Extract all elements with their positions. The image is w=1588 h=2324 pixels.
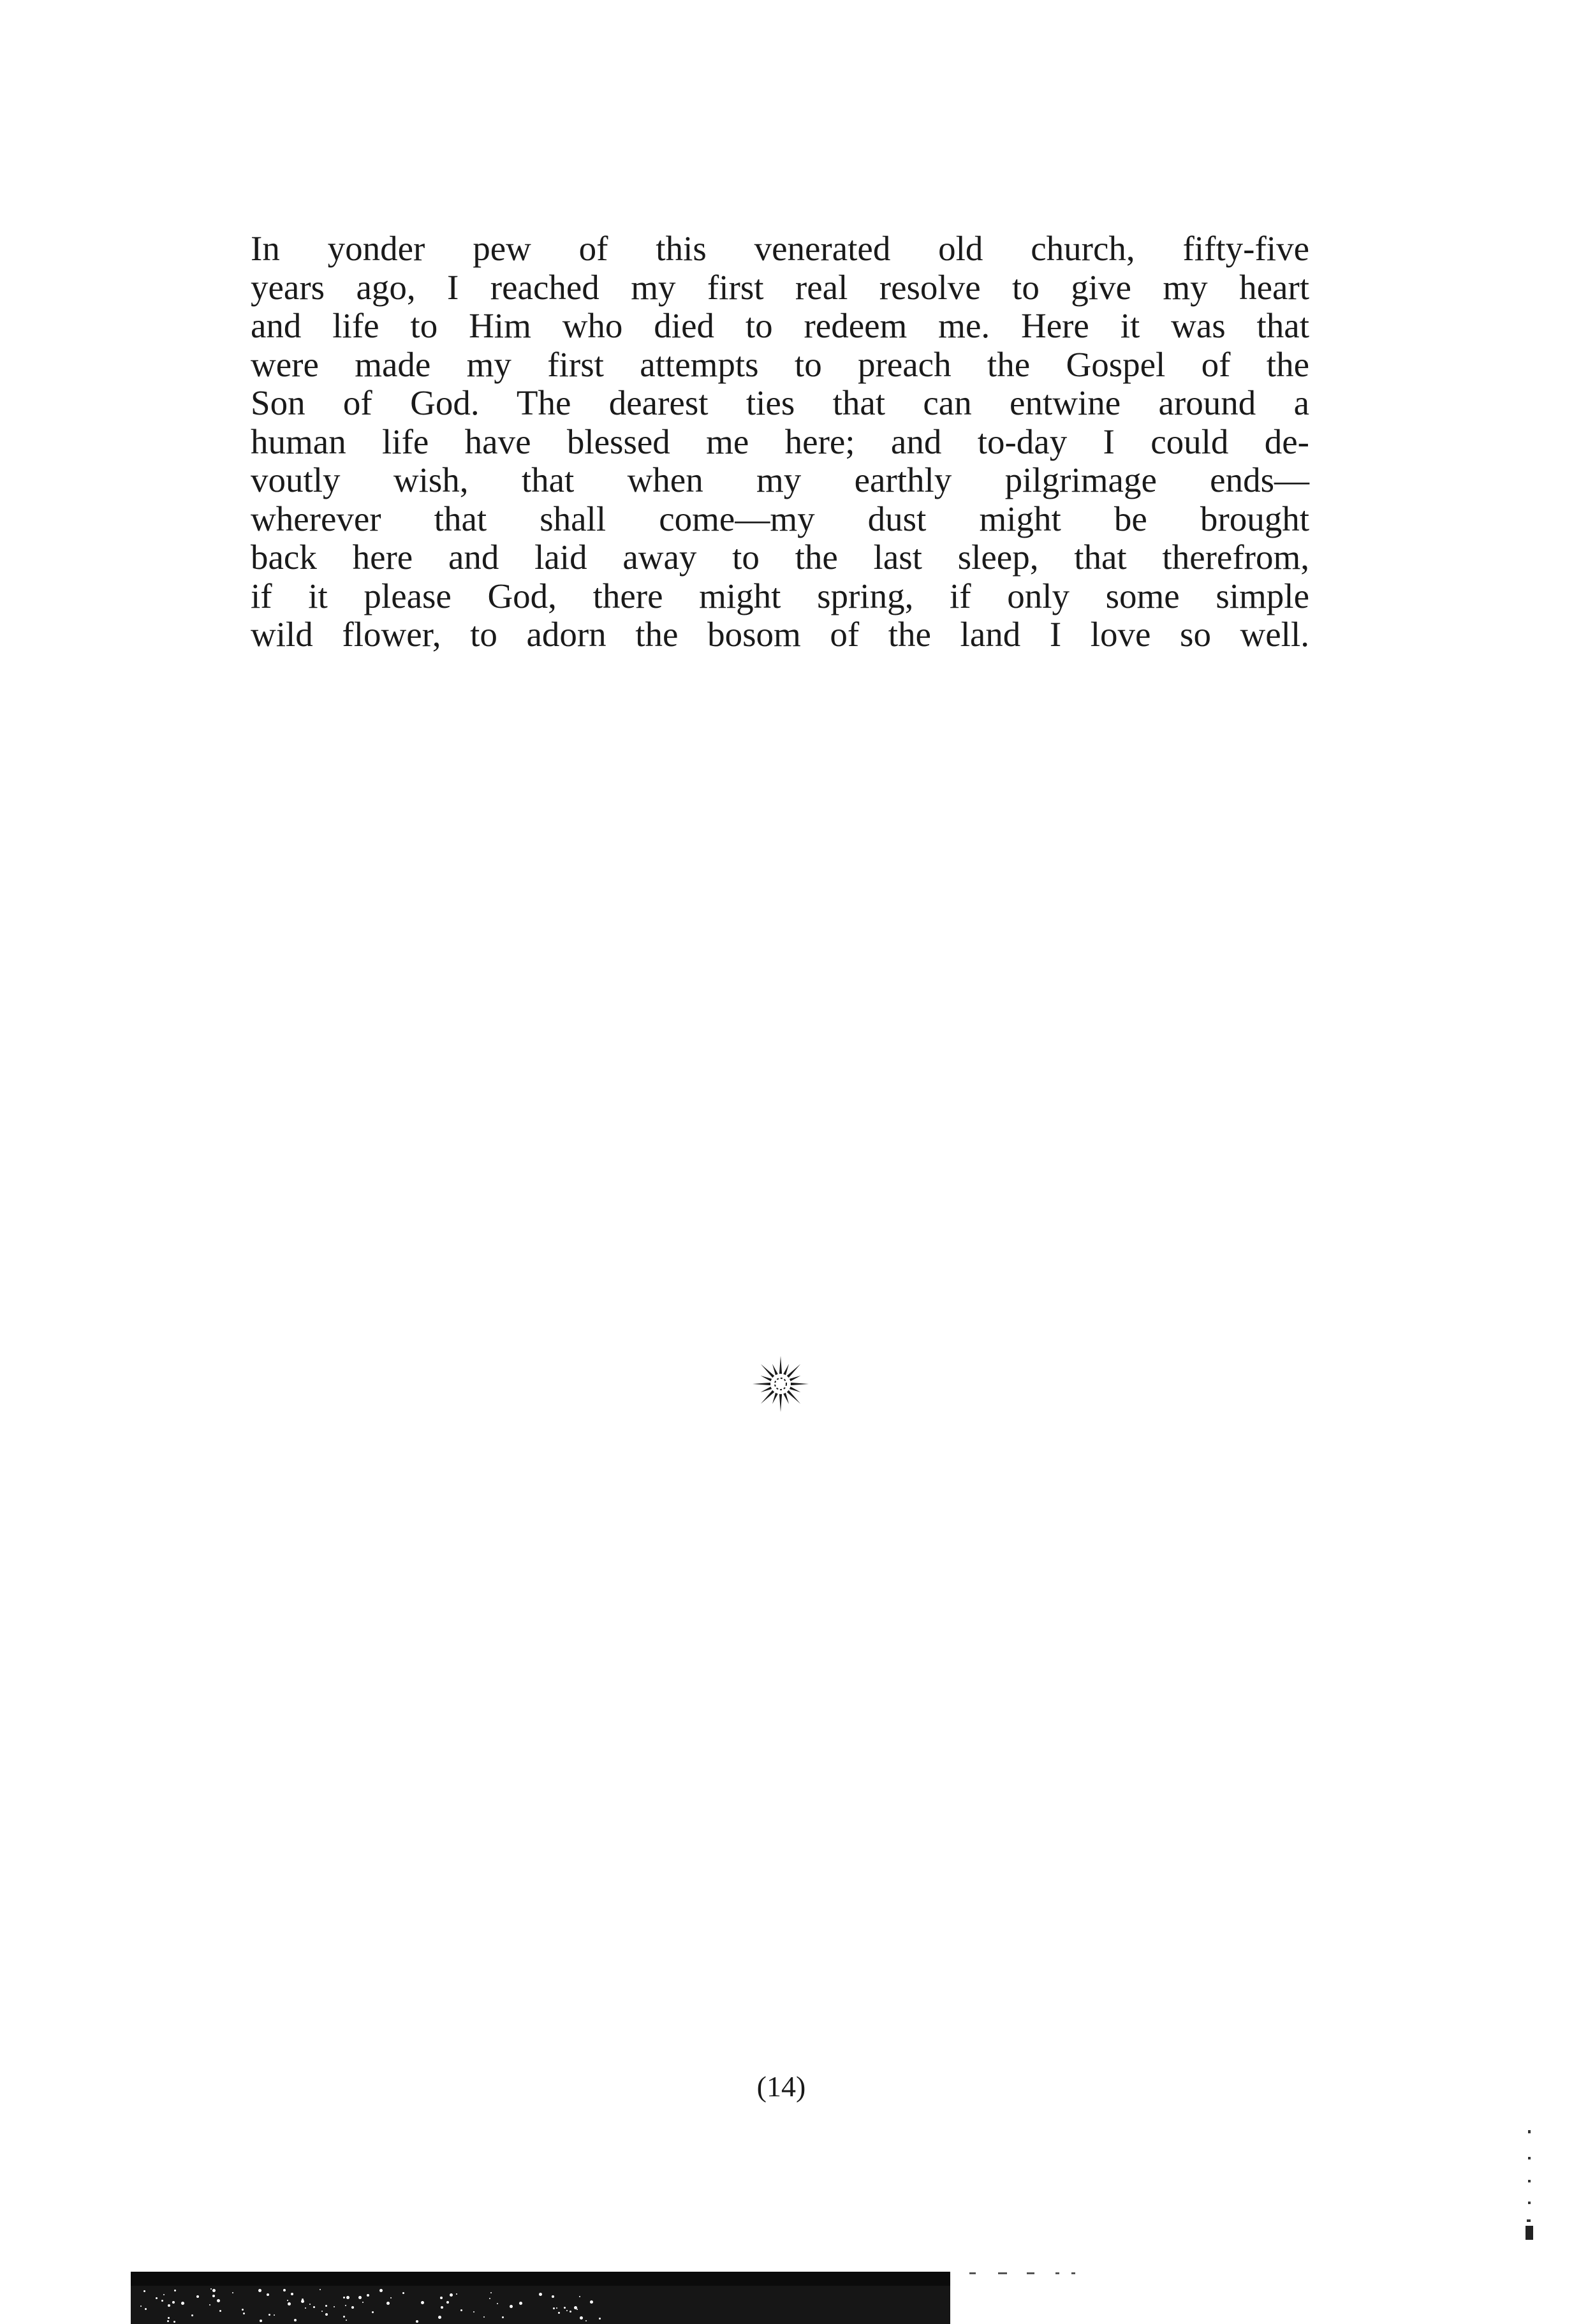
scan-artifact-edge-marks — [1523, 2130, 1536, 2245]
ornament-petal — [791, 1383, 809, 1385]
sunburst-ornament-icon — [747, 1351, 814, 1417]
ornament-petal — [790, 1376, 801, 1381]
scan-speck — [168, 2304, 170, 2307]
scan-speck — [267, 2293, 269, 2296]
scan-speck — [242, 2309, 244, 2311]
scan-speck — [564, 2307, 566, 2309]
scan-speck — [283, 2289, 286, 2291]
scan-speck — [580, 2316, 583, 2320]
scan-speck — [362, 2302, 364, 2303]
scan-speck — [473, 2311, 474, 2313]
ornament-petal — [787, 1390, 800, 1404]
scan-speck — [416, 2320, 418, 2323]
scan-speck — [483, 2316, 485, 2318]
scan-speck — [367, 2294, 369, 2297]
paragraph-line: were made my first attempts to preach the Gospel of the — [251, 344, 1309, 384]
scan-speck — [497, 2303, 498, 2304]
scan-speck — [287, 2300, 288, 2301]
scan-speck — [156, 2297, 158, 2299]
scan-speck — [174, 2290, 176, 2291]
scan-speck — [196, 2295, 199, 2298]
body-paragraph — [251, 230, 1309, 654]
scan-speck — [556, 2307, 557, 2309]
scan-speck — [343, 2297, 345, 2298]
scan-speck — [539, 2293, 542, 2296]
scan-speck — [168, 2317, 170, 2319]
scan-speck — [305, 2307, 306, 2309]
scan-speck — [334, 2306, 335, 2307]
scan-speck — [438, 2316, 441, 2319]
scan-speck — [291, 2293, 293, 2295]
ornament-petal — [779, 1394, 782, 1412]
paragraph-line: voutly wish, that when my earthly pilgrimage ends— — [251, 460, 1309, 499]
ornament-petal — [761, 1390, 774, 1404]
scan-speck — [343, 2316, 345, 2318]
scan-speck — [519, 2302, 522, 2305]
scan-speck — [441, 2306, 443, 2309]
scan-speck — [590, 2300, 593, 2304]
scan-speck — [402, 2292, 404, 2294]
scan-speck — [552, 2295, 554, 2298]
scan-speck — [440, 2297, 443, 2299]
scan-speck — [446, 2301, 449, 2304]
scan-speck — [321, 2311, 323, 2312]
scan-speck — [489, 2298, 490, 2299]
scan-speck — [161, 2300, 163, 2302]
paragraph-line: and life to Him who died to redeem me. Here it was that — [251, 306, 1309, 345]
scan-speck — [345, 2305, 346, 2306]
ornament-petal — [779, 1356, 782, 1374]
scan-speck — [173, 2321, 175, 2323]
scan-speck — [145, 2308, 147, 2310]
scan-speck — [390, 2297, 392, 2298]
scan-speck — [167, 2320, 169, 2322]
scan-speck — [258, 2289, 261, 2292]
scan-artifact-bar — [131, 2272, 950, 2324]
ornament-petal — [761, 1364, 774, 1378]
scan-speck — [358, 2296, 362, 2299]
scan-speck — [260, 2320, 262, 2322]
paragraph-line: if it please God, there might spring, if only some simple — [251, 576, 1309, 615]
scan-speck — [268, 2314, 270, 2316]
scan-speck — [140, 2306, 142, 2307]
scan-speck — [460, 2309, 462, 2311]
scan-speck — [212, 2295, 215, 2297]
paragraph-line: back here and laid away to the last sleep, that therefrom, — [251, 538, 1309, 577]
scan-artifact-dashes — [969, 2270, 1097, 2277]
scan-speck — [232, 2292, 233, 2293]
scan-speck — [172, 2301, 175, 2304]
ornament-petal — [761, 1376, 772, 1381]
paragraph-line: human life have blessed me here; and to-day I could de- — [251, 422, 1309, 461]
scan-speck — [502, 2316, 504, 2318]
scan-speck — [372, 2311, 374, 2313]
scan-speck — [288, 2302, 291, 2306]
paragraph-line: wild flower, to adorn the bosom of the land I love so well. — [251, 615, 1309, 654]
scan-speck — [553, 2307, 555, 2309]
ornament-petal — [783, 1364, 789, 1376]
scan-speck — [346, 2320, 347, 2321]
scan-speck — [566, 2310, 568, 2311]
scan-speck — [579, 2296, 580, 2297]
scan-speck — [243, 2313, 245, 2314]
scan-speck — [191, 2314, 193, 2316]
scan-speck — [302, 2298, 304, 2300]
scan-speck — [450, 2293, 453, 2297]
page-number: (14) — [756, 2070, 806, 2103]
scan-speck — [313, 2306, 315, 2308]
ornament-petal — [772, 1364, 778, 1376]
scan-speck — [217, 2299, 220, 2302]
scan-speck — [219, 2310, 221, 2312]
scan-speck — [558, 2312, 560, 2314]
ornament-petal — [772, 1393, 778, 1404]
scan-speck — [212, 2289, 216, 2292]
scan-speck — [209, 2304, 210, 2306]
scan-speck — [379, 2289, 383, 2292]
scan-speck — [181, 2302, 184, 2305]
paragraph-line: wherever that shall come—my dust might be brought — [251, 499, 1309, 538]
ornament-petal — [753, 1383, 770, 1385]
scan-speck — [421, 2301, 424, 2304]
paragraph-line: Son of God. The dearest ties that can entwine around a — [251, 383, 1309, 422]
scan-speck — [599, 2318, 601, 2320]
scan-speck — [210, 2288, 212, 2290]
scan-speck — [320, 2289, 321, 2290]
scan-speck — [325, 2313, 328, 2316]
scan-speck — [510, 2305, 513, 2308]
scan-speck — [585, 2320, 587, 2321]
ornament-petal — [787, 1364, 800, 1378]
scan-speck — [490, 2292, 492, 2293]
scan-speck — [386, 2302, 390, 2305]
scan-speck — [143, 2290, 145, 2292]
scan-speck — [346, 2296, 349, 2299]
ornament-petal — [790, 1386, 801, 1392]
scan-speck — [163, 2294, 165, 2295]
scan-speck — [325, 2305, 327, 2307]
scan-speck — [456, 2293, 457, 2295]
scan-speck — [274, 2314, 275, 2316]
scan-speck — [577, 2309, 578, 2310]
paragraph-line: In yonder pew of this venerated old church, fifty-five — [251, 229, 1309, 268]
scan-speck — [294, 2319, 297, 2321]
ornament-petal — [761, 1386, 772, 1392]
scan-speck — [309, 2304, 311, 2305]
scan-speck — [570, 2311, 571, 2313]
paragraph-line: years ago, I reached my first real resolve to give my heart — [251, 267, 1309, 307]
scan-speck — [351, 2306, 354, 2309]
ornament-petal — [783, 1393, 789, 1404]
